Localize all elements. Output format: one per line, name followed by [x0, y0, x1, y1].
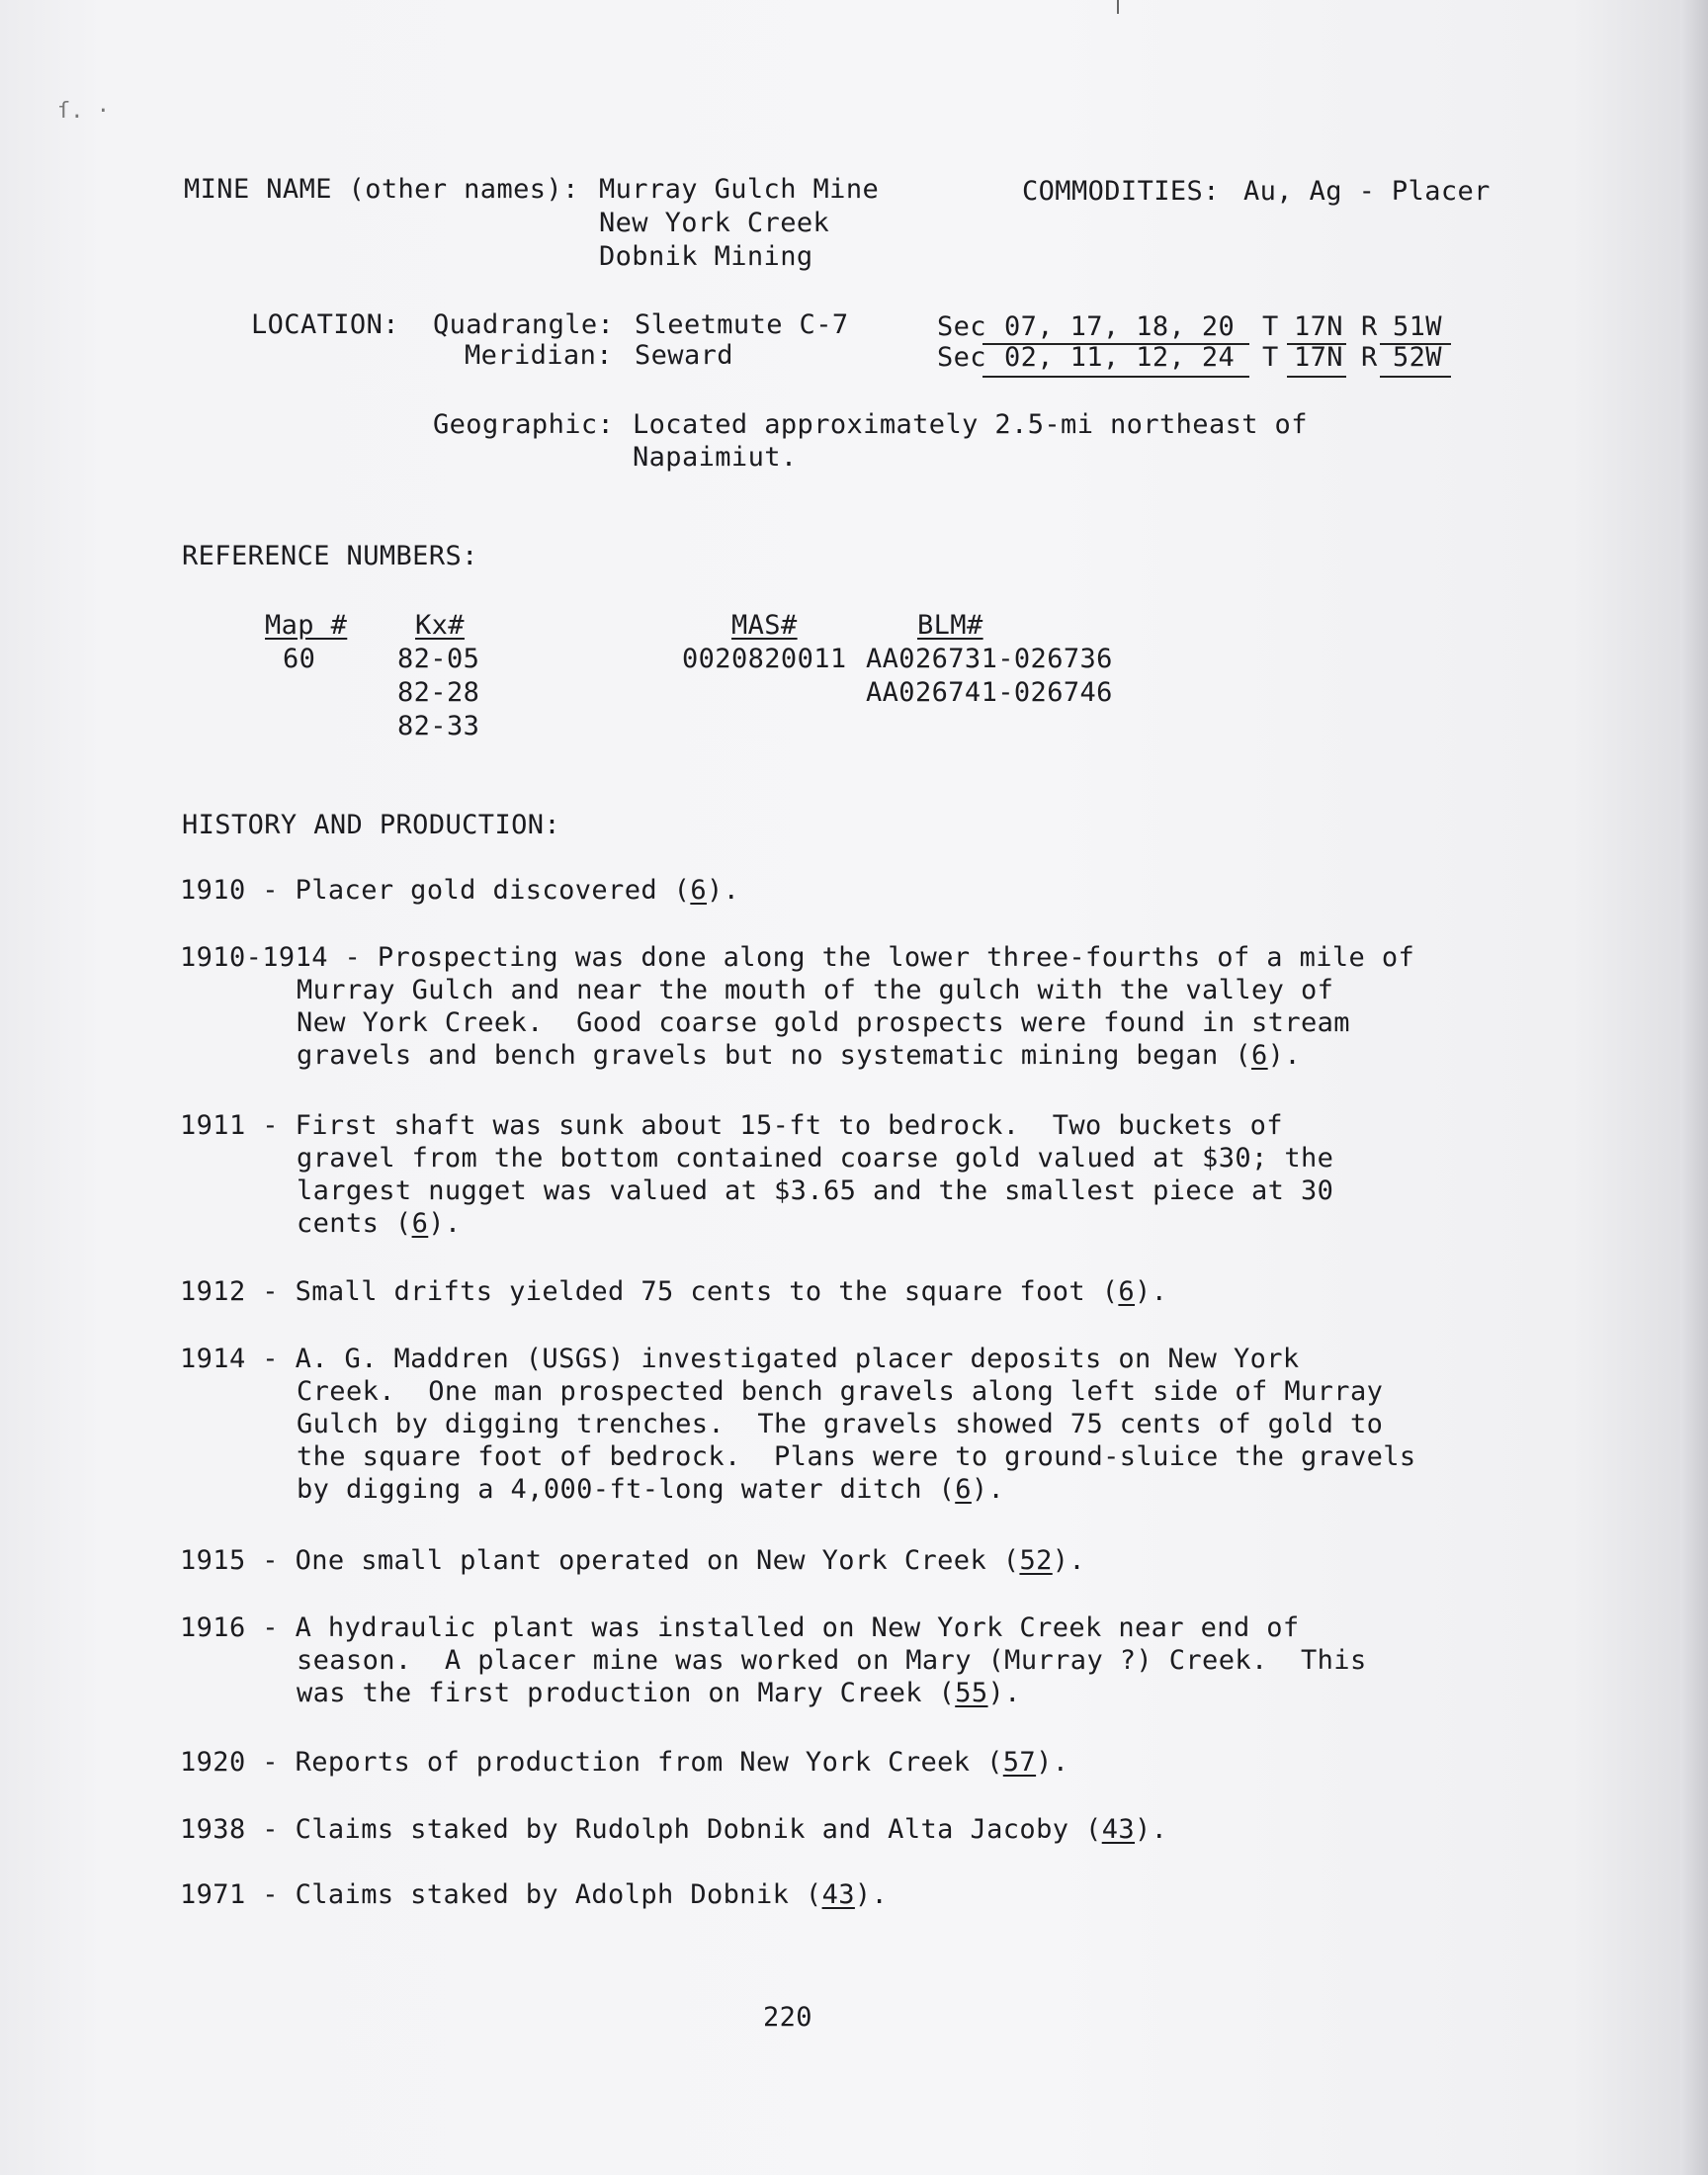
mine-name-label: MINE NAME (other names): — [184, 174, 579, 205]
history-entry-continuation — [297, 1006, 1350, 1039]
history-entry-year: 1911 - — [180, 1110, 296, 1141]
history-entry — [180, 1611, 1300, 1644]
history-entry-tail: ). — [1036, 1747, 1069, 1778]
history-entry-continuation — [297, 974, 1333, 1006]
township-value-1: 17N — [1294, 311, 1343, 342]
history-entry-tail: ). — [1135, 1276, 1168, 1307]
reference-heading: REFERENCE NUMBERS: — [182, 541, 478, 571]
range-value-1: 51W — [1393, 311, 1442, 342]
history-entry — [180, 1813, 1167, 1846]
geographic-line-1: Located approximately 2.5-mi northeast of — [633, 409, 1308, 440]
history-entry-text: Gulch by digging trenches. The gravels showed 75 cents of gold to — [297, 1409, 1384, 1439]
history-entry-year: 1910-1914 - — [180, 942, 378, 973]
history-entry-reference: 55 — [955, 1678, 988, 1708]
history-entry-continuation — [297, 1644, 1367, 1677]
history-entry-year: 1914 - — [180, 1344, 296, 1374]
history-entry-text: Reports of production from New York Creek ( — [295, 1747, 1003, 1778]
mine-name-primary: Murray Gulch Mine — [599, 174, 880, 205]
history-entry-continuation — [297, 1207, 462, 1240]
history-entry-tail: ). — [987, 1678, 1021, 1708]
history-entry-tail: ). — [971, 1474, 1005, 1505]
history-entry-tail: ). — [854, 1879, 889, 1910]
history-entry-year: 1910 - — [180, 875, 296, 906]
scan-edge-shadow — [1680, 0, 1708, 2175]
history-entry-tail: ). — [1052, 1545, 1086, 1576]
history-entry-tail: ). — [706, 875, 740, 906]
range-label-1: R — [1361, 311, 1378, 342]
range-value-2: 52W — [1393, 342, 1442, 373]
kx-number-2: 82-28 — [397, 677, 480, 708]
col-header-map: Map # — [265, 610, 348, 641]
history-entry-reference: 52 — [1019, 1545, 1053, 1576]
history-entry-text: gravel from the bottom contained coarse gold valued at $30; the — [297, 1143, 1334, 1174]
history-entry-year: 1971 - — [180, 1879, 296, 1910]
sec-underline-2 — [982, 376, 1249, 378]
history-entry-continuation — [297, 1375, 1383, 1408]
history-entry-text: A. G. Maddren (USGS) investigated placer deposits on New York — [295, 1344, 1300, 1374]
history-entry-text: gravels and bench gravels but no systematic mining began ( — [297, 1040, 1252, 1071]
history-entry-reference: 57 — [1002, 1747, 1037, 1778]
history-entry-reference: 6 — [1118, 1276, 1136, 1307]
history-entry — [180, 1878, 888, 1911]
history-entry-text: the square foot of bedrock. Plans were to ground-sluice the gravels — [297, 1441, 1416, 1472]
township-value-2: 17N — [1294, 342, 1343, 373]
mine-name-alt-2: Dobnik Mining — [599, 241, 813, 272]
sec-values-2: 02, 11, 12, 24 — [1004, 342, 1236, 373]
geographic-label: Geographic: — [433, 409, 615, 440]
quadrangle-label: Quadrangle: — [433, 309, 615, 340]
history-entry-reference: 6 — [955, 1474, 972, 1505]
history-entry-year: 1916 - — [180, 1612, 296, 1643]
history-entry-continuation — [297, 1440, 1416, 1473]
history-entry-text: Prospecting was done along the lower three-fourths of a mile of — [377, 942, 1415, 973]
map-number: 60 — [283, 644, 316, 674]
history-entry — [180, 1275, 1167, 1308]
history-entry-text: Creek. One man prospected bench gravels along left side of Murray — [297, 1376, 1384, 1407]
history-entry-year: 1912 - — [180, 1276, 296, 1307]
history-entry-continuation — [297, 1473, 1004, 1506]
sec-label-2: Sec — [937, 342, 986, 373]
history-entry-text: Murray Gulch and near the mouth of the gulch with the valley of — [297, 975, 1334, 1005]
history-entry-continuation — [297, 1142, 1333, 1174]
history-entry-text: largest nugget was valued at $3.65 and the smallest piece at 30 — [297, 1175, 1334, 1206]
mas-number: 0020820011 — [682, 644, 847, 674]
history-entry-continuation — [297, 1174, 1333, 1207]
township-underline-2 — [1287, 376, 1346, 378]
range-label-2: R — [1361, 342, 1378, 373]
col-header-kx: Kx# — [415, 610, 465, 641]
blm-number-2: AA026741-026746 — [866, 677, 1113, 708]
history-entry-continuation — [297, 1677, 1021, 1709]
history-entry-reference: 6 — [1251, 1040, 1268, 1071]
history-entry-tail: ). — [1267, 1040, 1301, 1071]
history-entry-reference: 43 — [821, 1879, 855, 1910]
history-entry — [180, 1109, 1283, 1142]
history-entry-text: by digging a 4,000-ft-long water ditch ( — [297, 1474, 956, 1505]
col-header-blm: BLM# — [917, 610, 983, 641]
history-entry-text: was the first production on Mary Creek ( — [297, 1678, 956, 1708]
commodities-value: Au, Ag - Placer — [1243, 176, 1491, 207]
history-entry-year: 1920 - — [180, 1747, 296, 1778]
sec-label-1: Sec — [937, 311, 986, 342]
history-entry-text: Claims staked by Rudolph Dobnik and Alta Jacoby ( — [295, 1814, 1102, 1845]
history-entry — [180, 1746, 1068, 1779]
township-label-2: T — [1262, 342, 1279, 373]
scan-mark — [1117, 0, 1119, 14]
township-label-1: T — [1262, 311, 1279, 342]
kx-number-1: 82-05 — [397, 644, 480, 674]
page-number: 220 — [763, 2002, 812, 2033]
mine-name-alt-1: New York Creek — [599, 208, 830, 238]
history-entry-text: cents ( — [297, 1208, 412, 1239]
history-entry-text: Placer gold discovered ( — [295, 875, 691, 906]
history-entry-text: New York Creek. Good coarse gold prospects were found in stream — [297, 1007, 1350, 1038]
history-entry-text: One small plant operated on New York Creek ( — [295, 1545, 1020, 1576]
history-entry-tail: ). — [1135, 1814, 1168, 1845]
history-entry-text: Claims staked by Adolph Dobnik ( — [295, 1879, 822, 1910]
history-entry — [180, 1544, 1085, 1577]
range-underline-2 — [1380, 376, 1451, 378]
history-entry-continuation — [297, 1039, 1301, 1072]
history-entry-tail: ). — [428, 1208, 462, 1239]
history-entry-continuation — [297, 1408, 1383, 1440]
history-heading: HISTORY AND PRODUCTION: — [182, 810, 561, 840]
history-entry-reference: 6 — [690, 875, 707, 906]
history-entry — [180, 874, 739, 907]
history-entry-reference: 6 — [411, 1208, 429, 1239]
blm-number-1: AA026731-026736 — [866, 644, 1113, 674]
history-entry-text: season. A placer mine was worked on Mary (Murray ?) Creek. This — [297, 1645, 1367, 1676]
col-header-mas: MAS# — [731, 610, 798, 641]
history-entry-year: 1915 - — [180, 1545, 296, 1576]
history-entry-reference: 43 — [1101, 1814, 1136, 1845]
history-entry — [180, 941, 1414, 974]
commodities-label: COMMODITIES: — [1022, 176, 1220, 207]
history-entry — [180, 1343, 1300, 1375]
quadrangle-value: Sleetmute C-7 — [635, 309, 849, 340]
geographic-line-2: Napaimiut. — [633, 442, 798, 473]
history-entry-text: A hydraulic plant was installed on New York Creek near end of — [295, 1612, 1300, 1643]
meridian-label: Meridian: — [465, 340, 613, 371]
history-entry-text: Small drifts yielded 75 cents to the square foot ( — [295, 1276, 1119, 1307]
meridian-value: Seward — [635, 340, 733, 371]
location-label: LOCATION: — [251, 309, 399, 340]
history-entry-text: First shaft was sunk about 15-ft to bedrock. Two buckets of — [295, 1110, 1283, 1141]
sec-values-1: 07, 17, 18, 20 — [1004, 311, 1236, 342]
scan-smudge: ſ. · — [57, 99, 110, 124]
kx-number-3: 82-33 — [397, 711, 480, 741]
history-entry-year: 1938 - — [180, 1814, 296, 1845]
